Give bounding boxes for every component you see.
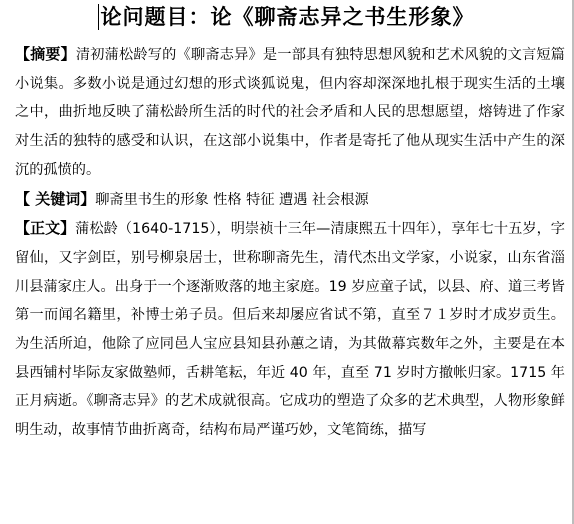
- document-title: [101, 2, 475, 32]
- body-paragraph: [15, 214, 565, 445]
- text-cursor: [98, 4, 99, 30]
- document-body[interactable]: [15, 40, 565, 445]
- abstract-paragraph: [15, 40, 565, 185]
- title-book: 《聊斋志异之书生形象》: [232, 4, 475, 29]
- keywords-text: 聊斋里书生的形象 性格 特征 遭遇 社会根源: [95, 191, 369, 208]
- title-row: [0, 2, 572, 34]
- abstract-tag: 【摘要】: [15, 45, 76, 63]
- keywords-tag: 【 关键词】: [15, 189, 96, 208]
- body-text: 蒲松龄（1640-1715），明崇祯十三年—清康熙五十四年），享年七十五岁，字留仙，又字剑臣，别号柳泉居士，世称聊斋先生，清代杰出文学家，小说家，山东省淄川县蒲家庄人。出身于一个逐渐败落的地主家庭。19 岁应童子试，以县、府、道三考皆第一而闻名籍里，补博士弟子员。但后来却屡应省试不第，直至７１岁时才成岁贡生。为生活所迫，他除了应同邑人宝应县知县孙蕙之请，为其做幕宾数年之外，主要是在本县西铺村毕际友家做塾师，舌耕笔耘，年近 40 年，直至 71 岁时方撤帐归家。1715 年正月病逝。《聊斋志异》的艺术成就很高。它成功的塑造了众多的艺术典型，人物形象鲜明生动，故事情节曲折离奇，结构布局严谨巧妙，文笔简练，描写: [15, 221, 565, 439]
- title-prefix: 论问题目：论: [100, 4, 233, 29]
- keywords-paragraph: [15, 185, 565, 215]
- abstract-text: 清初蒲松龄写的《聊斋志异》是一部具有独特思想风貌和艺术风貌的文言短篇小说集。多数小说是通过幻想的形式谈狐说鬼，但内容却深深地扎根于现实生活的土壤之中，曲折地反映了蒲松龄所生活的时代的社会矛盾和人民的思想愿望，熔铸进了作家对生活的独特的感受和认识，在这部小说集中，作者是寄托了他从现实生活中产生的深沉的孤愤的。: [15, 47, 565, 178]
- body-tag: 【正文】: [15, 219, 76, 238]
